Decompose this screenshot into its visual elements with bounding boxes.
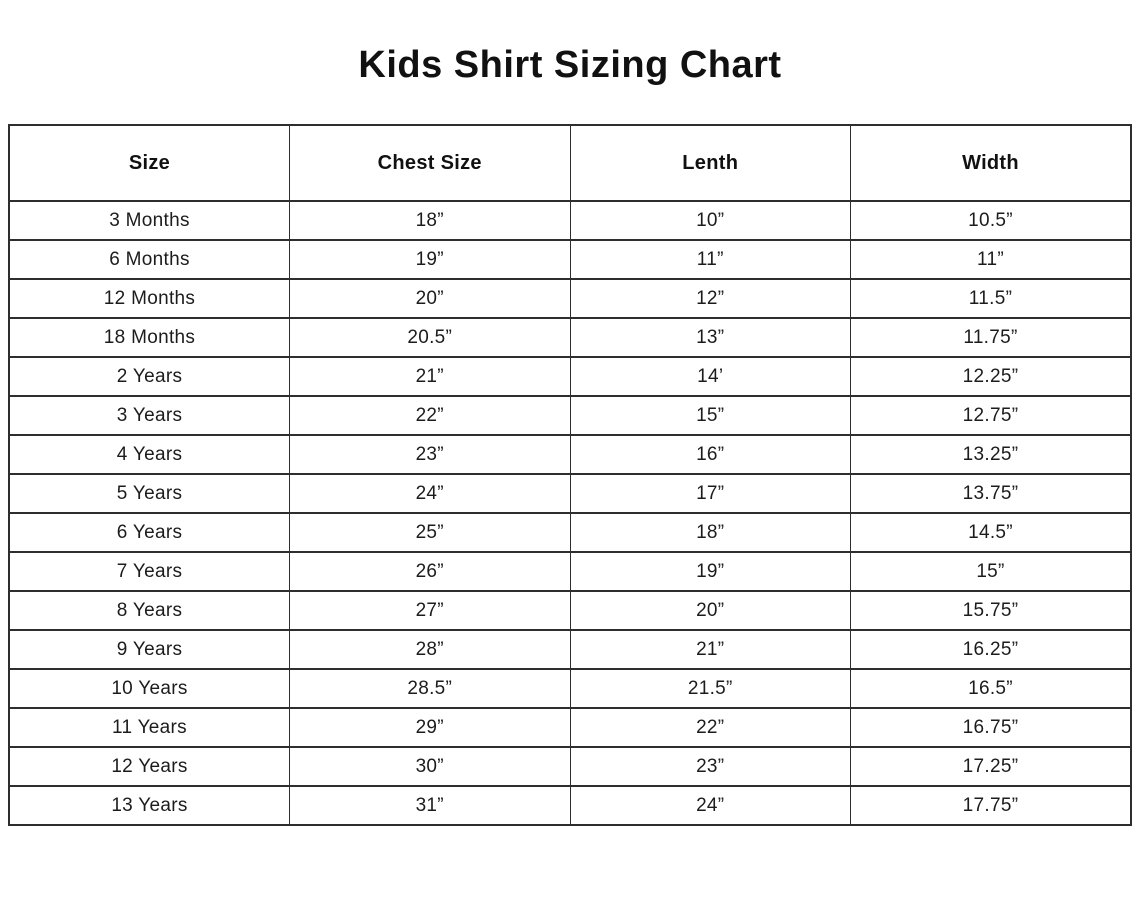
table-cell: 16.5” xyxy=(851,669,1132,708)
table-cell: 18” xyxy=(290,201,571,240)
table-cell: 11” xyxy=(570,240,851,279)
table-row xyxy=(9,591,1131,630)
table-cell: 3 Years xyxy=(9,396,290,435)
header-size: Size xyxy=(9,125,290,201)
table-row xyxy=(9,318,1131,357)
table-cell: 17” xyxy=(570,474,851,513)
table-cell: 15” xyxy=(851,552,1132,591)
table-cell: 6 Years xyxy=(9,513,290,552)
table-cell: 21” xyxy=(570,630,851,669)
table-cell: 8 Years xyxy=(9,591,290,630)
table-row xyxy=(9,201,1131,240)
table-cell: 26” xyxy=(290,552,571,591)
table-cell: 18” xyxy=(570,513,851,552)
table-cell: 11 Years xyxy=(9,708,290,747)
table-cell: 28” xyxy=(290,630,571,669)
header-chest-size: Chest Size xyxy=(290,125,571,201)
table-cell: 24” xyxy=(570,786,851,825)
table-cell: 13.75” xyxy=(851,474,1132,513)
table-row xyxy=(9,279,1131,318)
table-cell: 16.25” xyxy=(851,630,1132,669)
table-cell: 12 Months xyxy=(9,279,290,318)
table-cell: 20” xyxy=(290,279,571,318)
table-cell: 12 Years xyxy=(9,747,290,786)
table-cell: 23” xyxy=(290,435,571,474)
table-cell: 20.5” xyxy=(290,318,571,357)
table-row xyxy=(9,357,1131,396)
table-cell: 21.5” xyxy=(570,669,851,708)
table-cell: 16” xyxy=(570,435,851,474)
table-cell: 21” xyxy=(290,357,571,396)
header-length: Lenth xyxy=(570,125,851,201)
table-cell: 2 Years xyxy=(9,357,290,396)
table-row xyxy=(9,786,1131,825)
table-cell: 14’ xyxy=(570,357,851,396)
table-header xyxy=(9,125,1131,201)
table-row xyxy=(9,630,1131,669)
table-cell: 22” xyxy=(570,708,851,747)
table-row xyxy=(9,669,1131,708)
table-cell: 11.75” xyxy=(851,318,1132,357)
table-cell: 24” xyxy=(290,474,571,513)
table-row xyxy=(9,240,1131,279)
table-row xyxy=(9,396,1131,435)
table-row xyxy=(9,552,1131,591)
table-cell: 15” xyxy=(570,396,851,435)
header-width: Width xyxy=(851,125,1132,201)
table-cell: 17.25” xyxy=(851,747,1132,786)
table-cell: 19” xyxy=(290,240,571,279)
table-cell: 11.5” xyxy=(851,279,1132,318)
table-cell: 12” xyxy=(570,279,851,318)
table-cell: 19” xyxy=(570,552,851,591)
table-cell: 11” xyxy=(851,240,1132,279)
page-title: Kids Shirt Sizing Chart xyxy=(358,44,782,86)
table-cell: 13.25” xyxy=(851,435,1132,474)
table-cell: 31” xyxy=(290,786,571,825)
table-cell: 22” xyxy=(290,396,571,435)
table-cell: 7 Years xyxy=(9,552,290,591)
table-row xyxy=(9,474,1131,513)
header-row xyxy=(9,125,1131,201)
table-cell: 25” xyxy=(290,513,571,552)
table-cell: 16.75” xyxy=(851,708,1132,747)
table-cell: 28.5” xyxy=(290,669,571,708)
table-row xyxy=(9,747,1131,786)
table-cell: 9 Years xyxy=(9,630,290,669)
table-cell: 3 Months xyxy=(9,201,290,240)
table-cell: 23” xyxy=(570,747,851,786)
table-cell: 12.25” xyxy=(851,357,1132,396)
table-cell: 30” xyxy=(290,747,571,786)
table-cell: 27” xyxy=(290,591,571,630)
table-cell: 13 Years xyxy=(9,786,290,825)
sizing-table xyxy=(8,124,1132,826)
table-cell: 10 Years xyxy=(9,669,290,708)
table-cell: 5 Years xyxy=(9,474,290,513)
table-cell: 17.75” xyxy=(851,786,1132,825)
table-cell: 13” xyxy=(570,318,851,357)
table-row xyxy=(9,708,1131,747)
table-body xyxy=(9,201,1131,825)
table-cell: 29” xyxy=(290,708,571,747)
table-cell: 6 Months xyxy=(9,240,290,279)
table-row xyxy=(9,513,1131,552)
table-row xyxy=(9,435,1131,474)
table-cell: 10.5” xyxy=(851,201,1132,240)
table-cell: 15.75” xyxy=(851,591,1132,630)
table-cell: 12.75” xyxy=(851,396,1132,435)
table-cell: 4 Years xyxy=(9,435,290,474)
table-cell: 14.5” xyxy=(851,513,1132,552)
table-cell: 20” xyxy=(570,591,851,630)
table-cell: 18 Months xyxy=(9,318,290,357)
table-cell: 10” xyxy=(570,201,851,240)
